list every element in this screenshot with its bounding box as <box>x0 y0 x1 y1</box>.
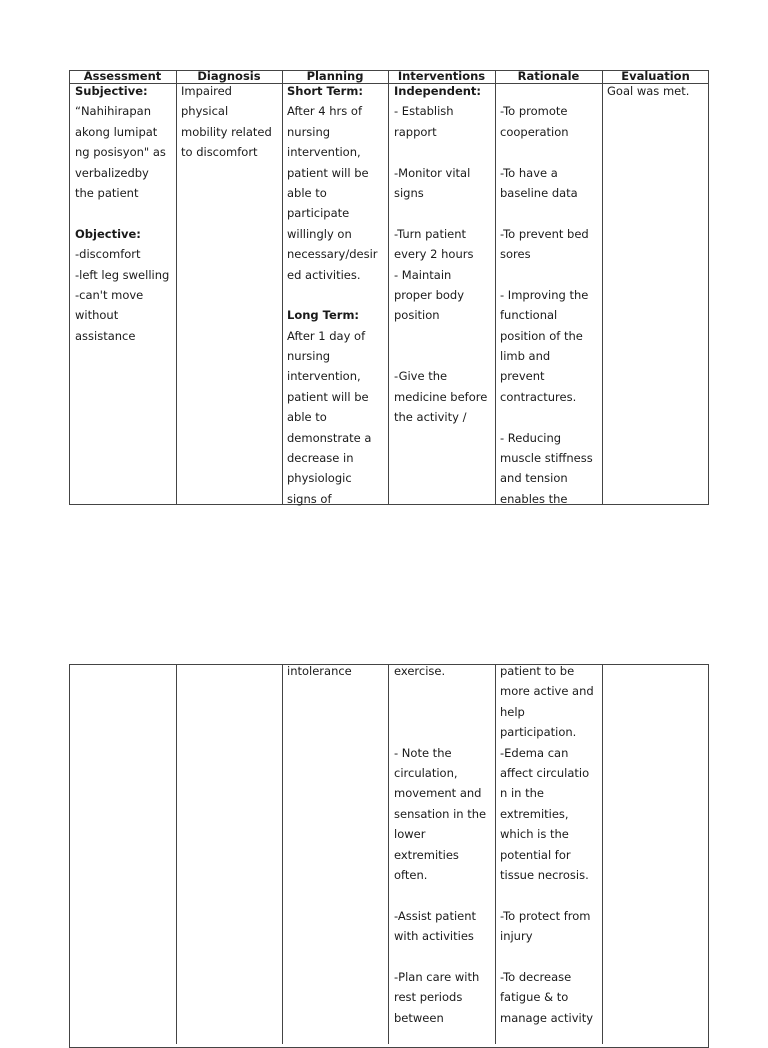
intervention-text-line: extremities <box>394 847 459 862</box>
rationale-text-line: -To promote <box>500 104 568 119</box>
rationale-text-line: more active and <box>500 684 594 699</box>
blank-line <box>500 142 593 162</box>
blank-line <box>500 81 593 101</box>
rationale-text-line: -To have a <box>500 165 558 180</box>
evaluation-cell <box>607 81 689 101</box>
rationale-text-line: and tension <box>500 471 568 486</box>
intervention-text-line: the activity / <box>394 410 467 425</box>
intervention-text-line: medicine before <box>394 389 488 404</box>
short-term-text-line: necessary/desir <box>287 247 378 262</box>
header-assessment: Assessment <box>83 69 162 83</box>
rationale-text-line: -To protect from <box>500 908 591 923</box>
blank-line <box>500 407 593 427</box>
intervention-text-line: - Establish <box>394 104 454 119</box>
intervention-text-line: with activities <box>394 929 474 944</box>
rationale-text-line: extremities, <box>500 806 569 821</box>
rationale-text-line: enables the <box>500 491 568 506</box>
blank-line <box>394 203 487 223</box>
intervention-text-line: often. <box>394 867 428 882</box>
long-term-text-line: After 1 day of <box>287 328 366 343</box>
blank-line <box>394 326 487 346</box>
rationale-text-line: functional <box>500 308 558 323</box>
column-divider <box>602 664 603 1044</box>
rationale-text-line: -Edema can <box>500 745 569 760</box>
planning-cell <box>287 81 378 509</box>
rationale-text-line: help <box>500 704 525 719</box>
subjective-text-line: akong lumipat <box>75 124 158 139</box>
objective-label: Objective: <box>75 226 141 241</box>
short-term-text-line: willingly on <box>287 226 352 241</box>
rationale-text-line: -To decrease <box>500 969 572 984</box>
subjective-text-line: ng posisyon" as <box>75 145 166 160</box>
column-divider <box>282 664 283 1044</box>
header-evaluation: Evaluation <box>621 69 690 83</box>
header-interventions: Interventions <box>397 69 486 83</box>
blank-line <box>287 285 378 305</box>
intervention-text-line: movement and <box>394 786 482 801</box>
intervention-text-line: -Plan care with <box>394 969 480 984</box>
objective-text-line: -left leg swelling <box>75 267 170 282</box>
rationale-text-line: baseline data <box>500 185 578 200</box>
blank-line <box>394 885 486 905</box>
objective-text-line: assistance <box>75 328 136 343</box>
long-term-text-line: signs of <box>287 491 332 506</box>
rationale-cell <box>500 661 594 1028</box>
header-diagnosis: Diagnosis <box>197 69 261 83</box>
rationale-text-line: manage activity <box>500 1010 594 1025</box>
intervention-text-line: every 2 hours <box>394 247 474 262</box>
rationale-cell <box>500 81 593 509</box>
intervention-text-line: position <box>394 308 440 323</box>
rationale-text-line: potential for <box>500 847 571 862</box>
short-term-text-line: able to <box>287 185 327 200</box>
long-term-text-line: decrease in <box>287 451 354 466</box>
independent-label: Independent: <box>394 84 482 98</box>
subjective-text-line: “Nahihirapan <box>75 104 151 119</box>
intervention-text-line: sensation in the <box>394 806 487 821</box>
diagnosis-text-line: mobility related <box>181 124 272 139</box>
short-term-label: Short Term: <box>287 84 363 98</box>
long-term-text-line: intervention, <box>287 369 361 384</box>
planning-text-line: intolerance <box>287 664 352 678</box>
care-plan-table-page-2 <box>69 664 709 1044</box>
subjective-text-line: verbalizedby <box>75 165 149 180</box>
planning-cell <box>287 661 352 681</box>
intervention-text-line: signs <box>394 185 424 200</box>
column-divider <box>282 70 283 505</box>
intervention-text-line: -Assist patient <box>394 908 477 923</box>
objective-text-line: -discomfort <box>75 247 141 262</box>
column-divider <box>388 70 389 505</box>
short-term-text-line: After 4 hrs of <box>287 104 362 119</box>
long-term-text-line: physiologic <box>287 471 352 486</box>
rationale-text-line: cooperation <box>500 124 569 139</box>
intervention-text-line: proper body <box>394 287 465 302</box>
short-term-text-line: ed activities. <box>287 267 361 282</box>
objective-text-line: without <box>75 308 119 323</box>
diagnosis-text-line: physical <box>181 104 229 119</box>
evaluation-text-line: Goal was met. <box>607 84 690 98</box>
intervention-text-line: between <box>394 1010 444 1025</box>
long-term-text-line: patient will be <box>287 389 369 404</box>
intervention-text-line: - Maintain <box>394 267 452 282</box>
assessment-cell <box>75 81 169 346</box>
intervention-text-line: -Give the <box>394 369 448 384</box>
interventions-cell <box>394 81 487 428</box>
rationale-text-line: muscle stiffness <box>500 451 593 466</box>
diagnosis-cell <box>181 81 272 163</box>
rationale-text-line: sores <box>500 247 531 262</box>
intervention-text-line: circulation, <box>394 765 458 780</box>
column-divider <box>495 664 496 1044</box>
intervention-text-line: rest periods <box>394 990 463 1005</box>
rationale-text-line: position of the <box>500 328 583 343</box>
blank-line <box>394 142 487 162</box>
subjective-label: Subjective: <box>75 84 148 98</box>
intervention-text-line: -Monitor vital <box>394 165 471 180</box>
blank-line <box>75 203 169 223</box>
short-term-text-line: intervention, <box>287 145 361 160</box>
rationale-text-line: n in the <box>500 786 544 801</box>
subjective-text-line: the patient <box>75 185 139 200</box>
long-term-text-line: able to <box>287 410 327 425</box>
rationale-text-line: injury <box>500 929 533 944</box>
diagnosis-text-line: Impaired <box>181 84 232 98</box>
rationale-text-line: - Reducing <box>500 430 562 445</box>
blank-line <box>500 203 593 223</box>
long-term-text-line: nursing <box>287 349 331 364</box>
intervention-text-line: exercise. <box>394 664 446 678</box>
blank-line <box>394 346 487 366</box>
care-plan-table-page-1 <box>69 70 709 505</box>
rationale-text-line: contractures. <box>500 389 577 404</box>
interventions-cell <box>394 661 486 1028</box>
rationale-text-line: which is the <box>500 827 569 842</box>
column-divider <box>602 70 603 505</box>
rationale-text-line: prevent <box>500 369 545 384</box>
long-term-text-line: demonstrate a <box>287 430 372 445</box>
short-term-text-line: nursing <box>287 124 331 139</box>
blank-line <box>500 265 593 285</box>
blank-line <box>394 681 486 701</box>
rationale-text-line: patient to be <box>500 664 575 678</box>
intervention-text-line: - Note the <box>394 745 452 760</box>
rationale-text-line: affect circulatio <box>500 765 590 780</box>
short-term-text-line: patient will be <box>287 165 369 180</box>
blank-line <box>394 702 486 722</box>
rationale-text-line: participation. <box>500 725 577 740</box>
short-term-text-line: participate <box>287 206 350 221</box>
blank-line <box>500 946 594 966</box>
long-term-label: Long Term: <box>287 308 360 323</box>
intervention-text-line: lower <box>394 827 426 842</box>
diagnosis-text-line: to discomfort <box>181 145 258 160</box>
column-divider <box>388 664 389 1044</box>
rationale-text-line: tissue necrosis. <box>500 867 589 882</box>
blank-line <box>394 946 486 966</box>
column-divider <box>176 70 177 505</box>
table-border <box>69 664 709 1048</box>
rationale-text-line: - Improving the <box>500 287 589 302</box>
blank-line <box>500 885 594 905</box>
header-planning: Planning <box>306 69 364 83</box>
rationale-text-line: -To prevent bed <box>500 226 589 241</box>
intervention-text-line: rapport <box>394 124 437 139</box>
header-rationale: Rationale <box>517 69 580 83</box>
column-divider <box>495 70 496 505</box>
rationale-text-line: fatigue & to <box>500 990 569 1005</box>
rationale-text-line: limb and <box>500 349 551 364</box>
intervention-text-line: -Turn patient <box>394 226 467 241</box>
objective-text-line: -can't move <box>75 287 144 302</box>
blank-line <box>394 722 486 742</box>
column-divider <box>176 664 177 1044</box>
